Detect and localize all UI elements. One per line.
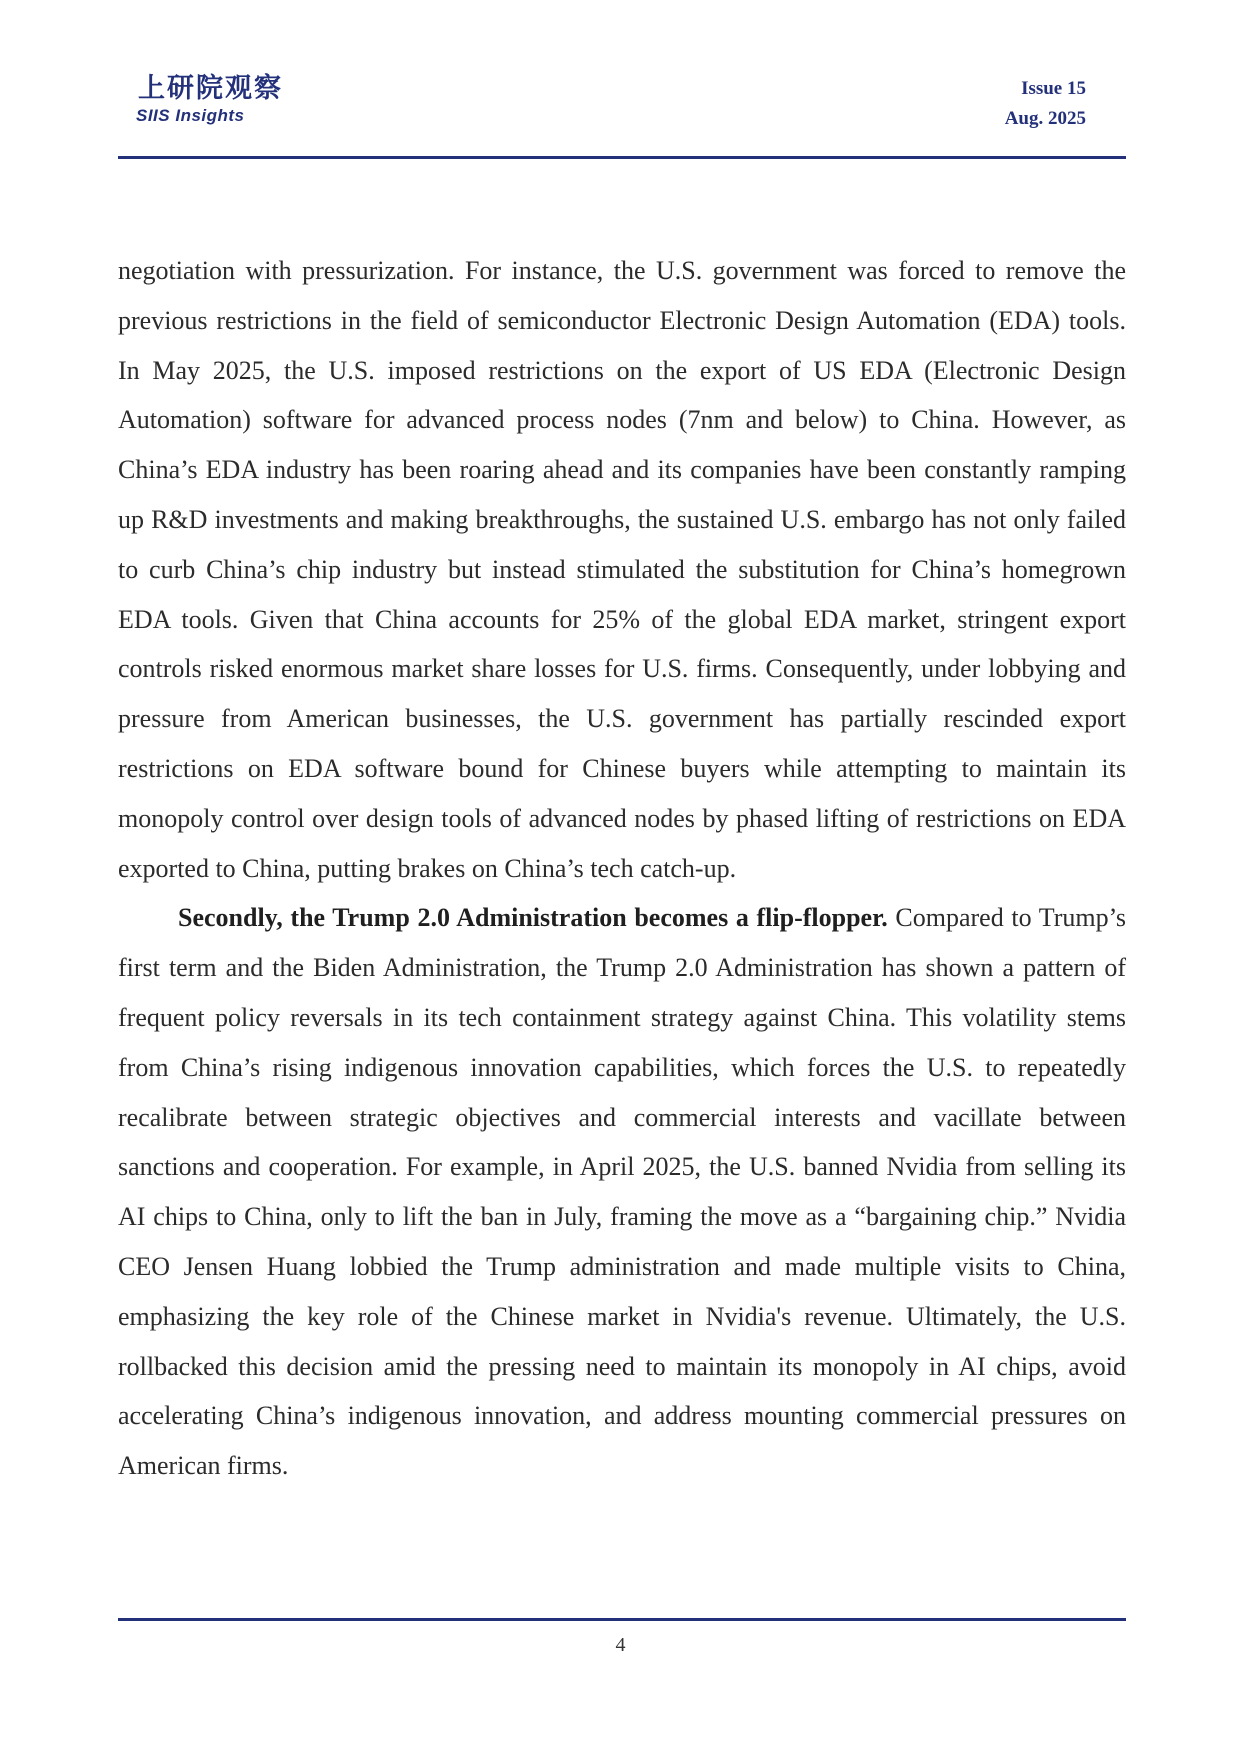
paragraph-flip-flopper <box>118 893 1126 1491</box>
issue-info <box>1005 74 1086 134</box>
issue-number: Issue 15 <box>1021 78 1086 99</box>
paragraph-text: Compared to Trump’s first term and the Biden Administration, the Trump 2.0 Administration has shown a pattern of frequent policy reversals in its tech containment strategy against China. This volatility stems from China’s rising indigenous innovation capabilities, which forces the U.S. to repeatedly recalibrate between strategic objectives and commercial interests and vacillate between sanctions and cooperation. For example, in April 2025, the U.S. banned Nvidia from selling its AI chips to China, only to lift the ban in July, framing the move as a “bargaining chip.” Nvidia CEO Jensen Huang lobbied the Trump administration and made multiple visits to China, emphasizing the key role of the Chinese market in Nvidia's revenue. Ultimately, the U.S. rollbacked this decision amid the pressing need to maintain its monopoly in AI chips, avoid accelerating China’s indigenous innovation, and address mounting commercial pressures on American firms. <box>118 903 1127 1481</box>
page-header <box>118 70 1126 160</box>
header-divider <box>118 156 1126 159</box>
paragraph-heading: Secondly, the Trump 2.0 Administration becomes a flip-flopper. <box>178 903 888 933</box>
logo-chinese-title: 上研院观察 <box>138 73 283 104</box>
paragraph-eda-restrictions: negotiation with pressurization. For instance, the U.S. government was forced to remove the previous restrictions in the field of semiconductor Electronic Design Automation (EDA) tools. In May 2025, the U.S. imposed restrictions on the export of US EDA (Electronic Design Automation) software for advanced process nodes (7nm and below) to China. However, as China’s EDA industry has been roaring ahead and its companies have been constantly ramping up R&D investments and making breakthroughs, the sustained U.S. embargo has not only failed to curb China’s chip industry but instead stimulated the substitution for China’s homegrown EDA tools. Given that China accounts for 25% of the global EDA market, stringent export controls risked enormous market share losses for U.S. firms. Consequently, under lobbying and pressure from American businesses, the U.S. government has partially rescinded export restrictions on EDA software bound for Chinese buyers while attempting to maintain its monopoly control over design tools of advanced nodes by phased lifting of restrictions on EDA exported to China, putting brakes on China’s tech catch-up. <box>118 256 1126 883</box>
logo-english-title: SIIS Insights <box>136 106 245 125</box>
article-body <box>118 246 1126 1491</box>
page-number: 4 <box>615 1634 626 1656</box>
footer-divider <box>118 1618 1126 1621</box>
issue-date: Aug. 2025 <box>1004 108 1086 129</box>
